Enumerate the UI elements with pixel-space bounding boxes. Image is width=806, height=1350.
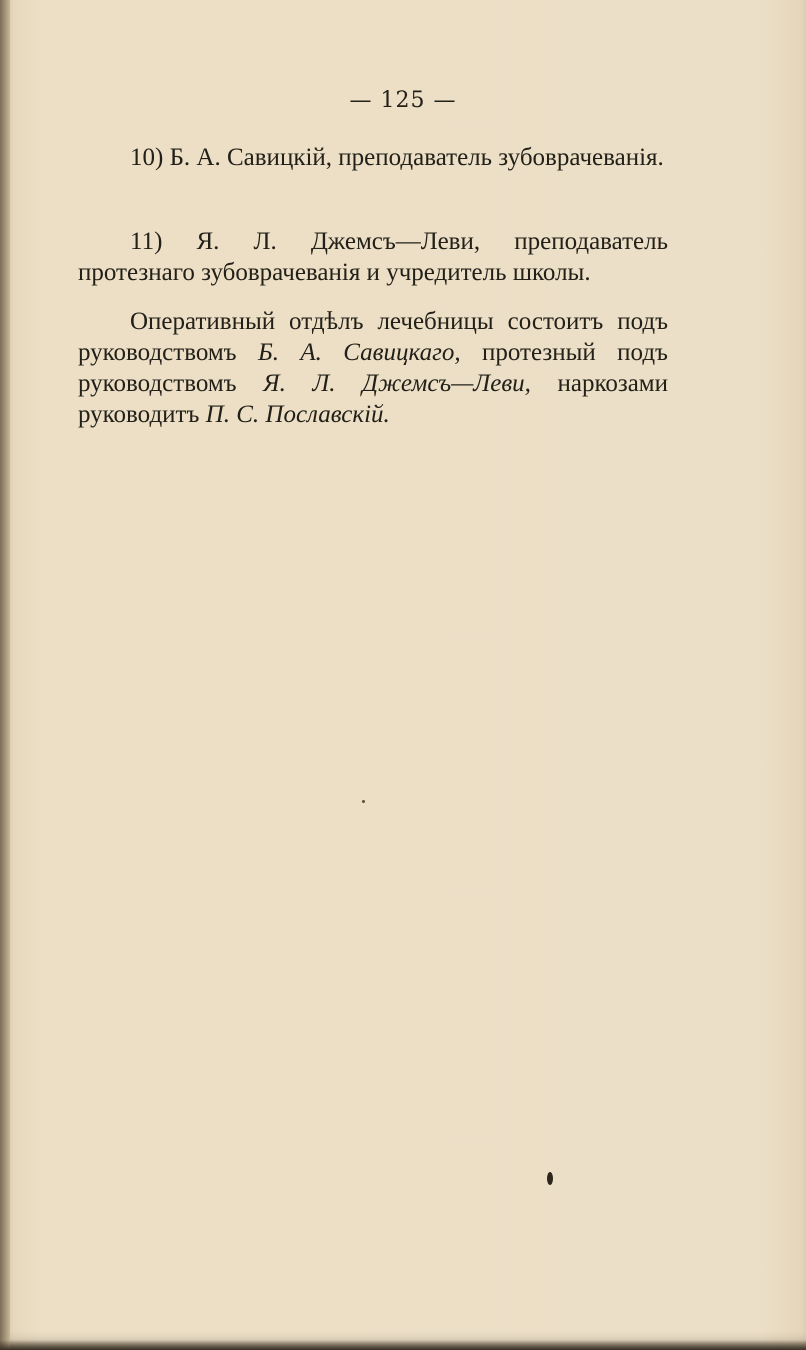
- paragraph-text: [78, 306, 668, 430]
- page-number: — 125 —: [349, 88, 457, 113]
- list-item-text: 11) Я. Л. Джемсъ—Леви, преподаватель протезнаго зубоврачеванія и учредитель школы.: [78, 228, 668, 286]
- person-name: П. С. Пославскій.: [205, 401, 390, 428]
- list-item: [78, 226, 668, 288]
- list-item: [78, 142, 668, 173]
- paper-speck: [362, 800, 365, 803]
- list-item-text: 10) Б. А. Савицкій, преподаватель зубоврачеванія.: [130, 144, 664, 171]
- paragraph-segment: наркозами руководитъ: [78, 370, 668, 428]
- page-bottom-edge: [0, 1340, 806, 1350]
- paragraph-segment: Оперативный отдѣлъ лечебницы состоитъ подъ руководствомъ: [78, 308, 668, 366]
- ink-blot: [547, 1172, 553, 1185]
- person-name: Я. Л. Джемсъ—Леви,: [263, 370, 531, 397]
- person-name: Б. А. Савицкаго,: [258, 339, 461, 366]
- page-left-edge: [0, 0, 10, 1350]
- body-paragraph: [78, 306, 668, 430]
- paragraph-segment: протезный подъ руководствомъ: [78, 339, 668, 397]
